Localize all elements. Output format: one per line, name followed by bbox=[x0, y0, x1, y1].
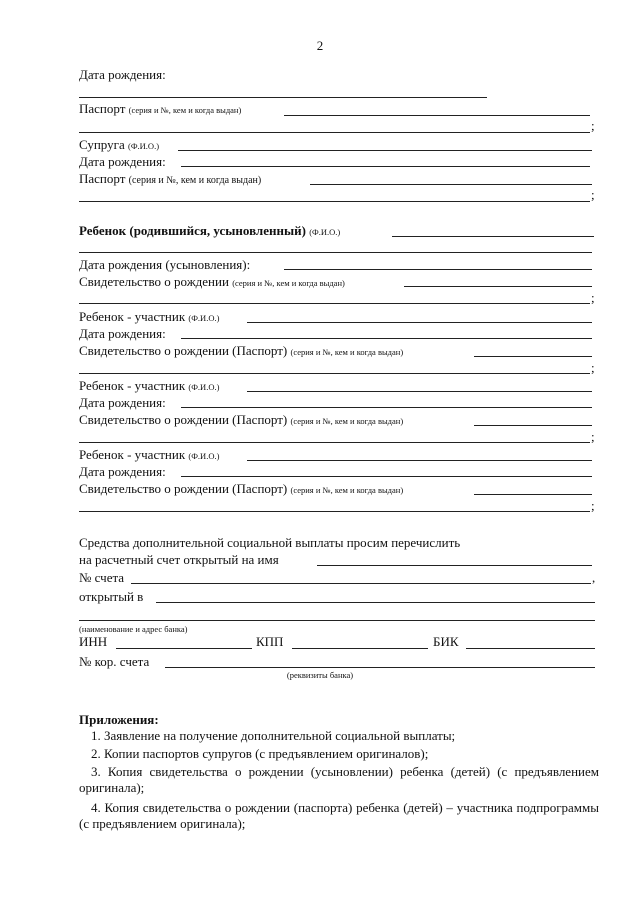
participant-cert-hint: (серия и №, кем и когда выдан) bbox=[290, 347, 404, 357]
participant-2-birth-date-line[interactable] bbox=[181, 407, 592, 408]
applicant-birth-date-line[interactable] bbox=[79, 97, 487, 98]
corr-account-line[interactable] bbox=[165, 667, 595, 668]
participant-label: Ребенок - участник bbox=[79, 378, 186, 393]
semicolon: ; bbox=[591, 360, 595, 375]
spouse-passport-line-1[interactable] bbox=[310, 184, 592, 185]
newborn-cert-line-2[interactable] bbox=[79, 303, 590, 304]
spouse-passport-line-2[interactable] bbox=[79, 201, 590, 202]
bik-label: БИК bbox=[433, 634, 459, 649]
participant-cert-hint: (серия и №, кем и когда выдан) bbox=[290, 485, 404, 495]
participant-1-cert-line-1[interactable] bbox=[474, 356, 592, 357]
semicolon: ; bbox=[591, 290, 595, 305]
participant-3-birth-date-line[interactable] bbox=[181, 476, 592, 477]
spouse-passport-row bbox=[79, 171, 261, 188]
participant-3-row bbox=[79, 447, 219, 464]
participant-label: Ребенок - участник bbox=[79, 447, 186, 462]
participant-2-birth-date-label: Дата рождения: bbox=[79, 395, 166, 410]
corr-account-label: № кор. счета bbox=[79, 654, 150, 669]
inn-line[interactable] bbox=[116, 648, 252, 649]
participant-3-cert-line-1[interactable] bbox=[474, 494, 592, 495]
opened-in-line-1[interactable] bbox=[156, 602, 595, 603]
participant-1-fio-line[interactable] bbox=[247, 322, 592, 323]
participant-2-cert-row bbox=[79, 412, 403, 429]
participant-1-row bbox=[79, 309, 219, 326]
applicant-passport-label: Паспорт bbox=[79, 101, 126, 116]
participant-3-cert-line-2[interactable] bbox=[79, 511, 590, 512]
page-number: 2 bbox=[316, 38, 324, 53]
attachments-title: Приложения: bbox=[79, 712, 159, 727]
participant-1-birth-date-line[interactable] bbox=[181, 338, 592, 339]
participant-3-cert-row bbox=[79, 481, 403, 498]
participant-cert-label: Свидетельство о рождении (Паспорт) bbox=[79, 343, 288, 358]
participant-cert-hint: (серия и №, кем и когда выдан) bbox=[290, 416, 404, 426]
participant-1-birth-date-label: Дата рождения: bbox=[79, 326, 166, 341]
attachment-item: 1. Заявление на получение дополнительной социальной выплаты; bbox=[91, 728, 456, 743]
applicant-passport-line-2[interactable] bbox=[79, 132, 590, 133]
participant-3-fio-line[interactable] bbox=[247, 460, 592, 461]
newborn-birth-date-label: Дата рождения (усыновления): bbox=[79, 257, 251, 272]
requisites-hint: (реквизиты банка) bbox=[286, 670, 354, 680]
participant-label: Ребенок - участник bbox=[79, 309, 186, 324]
participant-1-cert-line-2[interactable] bbox=[79, 373, 590, 374]
participant-2-cert-line-1[interactable] bbox=[474, 425, 592, 426]
opened-in-line-2[interactable] bbox=[79, 620, 595, 621]
bank-hint: (наименование и адрес банка) bbox=[79, 624, 188, 634]
newborn-cert-row bbox=[79, 274, 345, 291]
payment-line-2: на расчетный счет открытый на имя bbox=[79, 552, 279, 567]
newborn-birth-date-line[interactable] bbox=[284, 269, 592, 270]
participant-fio-hint: (Ф.И.О.) bbox=[188, 313, 220, 323]
comma: , bbox=[592, 570, 596, 585]
account-number-line[interactable] bbox=[131, 583, 591, 584]
newborn-fio-line-1[interactable] bbox=[392, 236, 594, 237]
participant-2-row bbox=[79, 378, 219, 395]
kpp-label: КПП bbox=[256, 634, 284, 649]
spouse-birth-date-label: Дата рождения: bbox=[79, 154, 166, 169]
spouse-row bbox=[79, 137, 159, 154]
inn-label: ИНН bbox=[79, 634, 108, 649]
applicant-birth-date-label: Дата рождения: bbox=[79, 67, 166, 82]
spouse-fio-hint: (Ф.И.О.) bbox=[128, 141, 160, 151]
applicant-passport-hint: (серия и №, кем и когда выдан) bbox=[128, 105, 242, 115]
applicant-passport-row bbox=[79, 101, 241, 118]
opened-in-label: открытый в bbox=[79, 589, 144, 604]
spouse-label: Супруга bbox=[79, 137, 125, 152]
semicolon: ; bbox=[591, 118, 595, 133]
applicant-passport-line-1[interactable] bbox=[284, 115, 590, 116]
attachment-item: 4. Копия свидетельства о рождении (паспорта) ребенка (детей) – участника подпрограммы (с предъявлением оригинала); bbox=[79, 800, 599, 831]
participant-fio-hint: (Ф.И.О.) bbox=[188, 382, 220, 392]
newborn-cert-label: Свидетельство о рождении bbox=[79, 274, 229, 289]
participant-1-cert-row bbox=[79, 343, 403, 360]
attachment-item: 3. Копия свидетельства о рождении (усыновлении) ребенка (детей) (с предъявлением оригинала); bbox=[79, 764, 599, 795]
participant-cert-label: Свидетельство о рождении (Паспорт) bbox=[79, 412, 288, 427]
newborn-label: Ребенок (родившийся, усыновленный) bbox=[79, 223, 306, 238]
kpp-line[interactable] bbox=[292, 648, 428, 649]
semicolon: ; bbox=[591, 429, 595, 444]
semicolon: ; bbox=[591, 498, 595, 513]
newborn-cert-line-1[interactable] bbox=[404, 286, 592, 287]
newborn-fio-line-2[interactable] bbox=[79, 252, 592, 253]
participant-2-fio-line[interactable] bbox=[247, 391, 592, 392]
account-holder-line[interactable] bbox=[317, 565, 592, 566]
spouse-passport-label: Паспорт bbox=[79, 171, 126, 186]
participant-3-birth-date-label: Дата рождения: bbox=[79, 464, 166, 479]
attachment-item: 2. Копии паспортов супругов (с предъявлением оригиналов); bbox=[91, 746, 429, 761]
spouse-fio-line[interactable] bbox=[178, 150, 592, 151]
newborn-fio-hint: (Ф.И.О.) bbox=[309, 227, 341, 237]
participant-2-cert-line-2[interactable] bbox=[79, 442, 590, 443]
payment-line-1: Средства дополнительной социальной выплаты просим перечислить bbox=[79, 535, 461, 550]
spouse-passport-hint: (серия и №, кем и когда выдан) bbox=[128, 175, 262, 186]
spouse-birth-date-line[interactable] bbox=[181, 166, 590, 167]
participant-fio-hint: (Ф.И.О.) bbox=[188, 451, 220, 461]
semicolon: ; bbox=[591, 187, 595, 202]
newborn-cert-hint: (серия и №, кем и когда выдан) bbox=[232, 278, 345, 288]
account-number-label: № счета bbox=[79, 570, 125, 585]
newborn-row bbox=[79, 223, 340, 240]
bik-line[interactable] bbox=[466, 648, 595, 649]
participant-cert-label: Свидетельство о рождении (Паспорт) bbox=[79, 481, 288, 496]
